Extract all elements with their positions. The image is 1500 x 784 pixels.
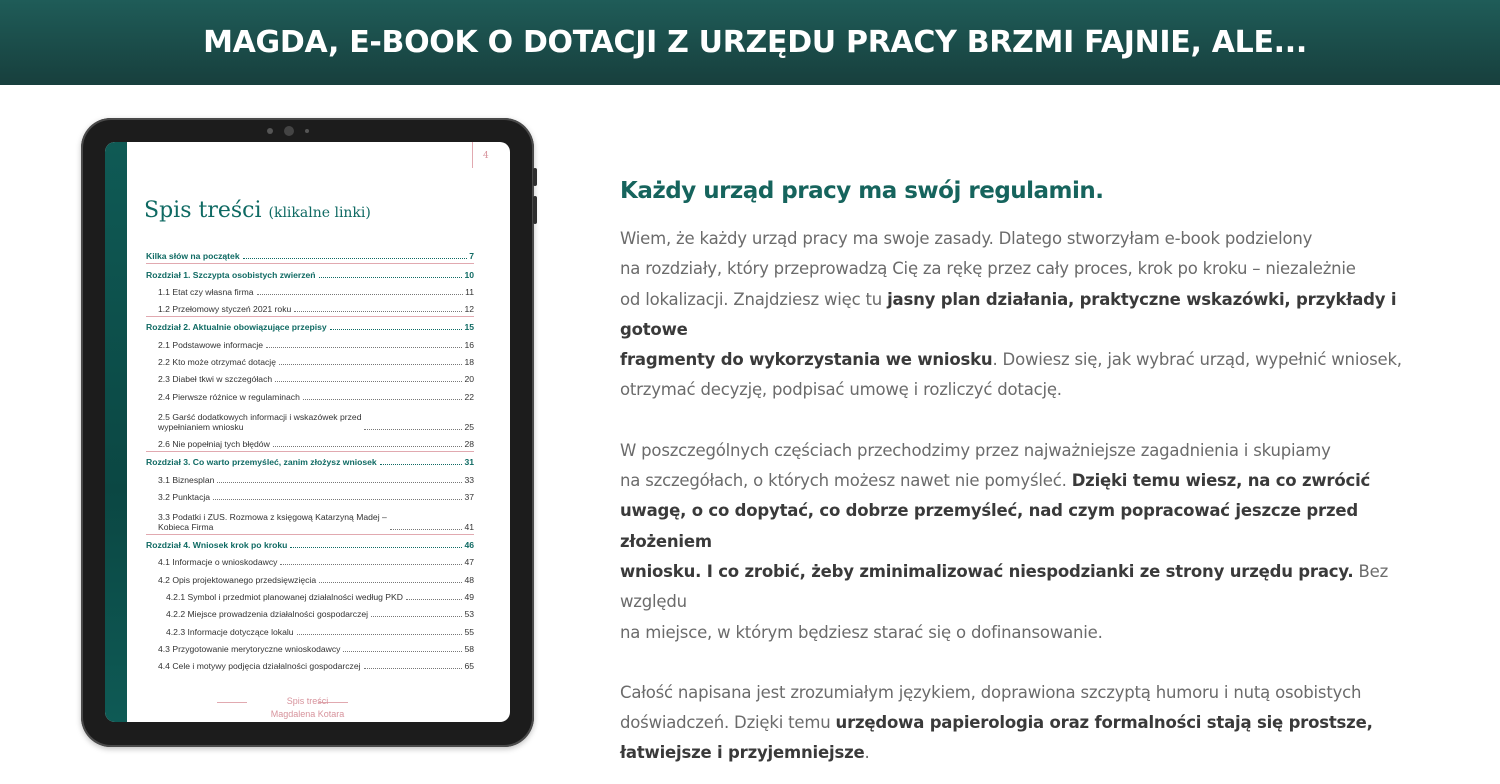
toc-leader-dots [257,294,464,295]
toc-leader-dots [406,599,463,600]
toc-item-page: 10 [464,269,474,280]
toc-item[interactable] [146,404,474,434]
toc-item[interactable] [146,369,474,386]
toc-item[interactable] [146,386,474,403]
paragraph-1 [620,224,1420,406]
toc-item[interactable] [146,656,474,673]
toc-leader-dots [290,547,462,548]
toc-item[interactable] [146,469,474,486]
toc-title [144,198,371,223]
toc-item-page: 22 [464,391,474,402]
toc-item-page: 46 [464,540,474,551]
toc-item-page: 31 [464,457,474,468]
toc-item[interactable] [146,452,474,469]
toc-item-label: 2.3 Diabeł tkwi w szczegółach [158,374,273,385]
body-text: Całość napisana jest zrozumiałym językiem, doprawiona szczyptą humoru i nutą osobistych doświadczeń. Dzięki temu [620,682,1362,733]
toc-item-page: 55 [464,626,474,637]
toc-item-page: 28 [464,438,474,449]
toc-item-label: 2.1 Podstawowe informacje [158,339,264,350]
toc-item-label: Rozdział 3. Co warto przemyśleć, zanim złożysz wniosek [146,457,377,468]
toc-leader-dots [273,446,463,447]
tablet-button-icon [533,168,537,186]
toc-leader-dots [294,311,462,312]
toc-item-page: 47 [464,557,474,568]
toc-item[interactable] [146,639,474,656]
toc-item[interactable] [146,334,474,351]
toc-item-page: 25 [464,421,474,432]
toc-item-page: 15 [464,322,474,333]
toc-item[interactable] [146,317,474,334]
toc-title-main: Spis treści [144,198,262,223]
banner-title: MAGDA, E-BOOK O DOTACJI Z URZĘDU PRACY BRZMI FAJNIE, ALE... [203,25,1307,60]
toc-item-label: 1.2 Przełomowy styczeń 2021 roku [158,304,292,315]
toc-leader-dots [364,429,462,430]
sensor-icon [267,128,273,134]
toc-leader-dots [319,277,463,278]
camera-bar [81,125,534,137]
toc-item-label: 1.1 Etat czy własna firma [158,286,254,297]
toc-item-label: 4.2.2 Miejsce prowadzenia działalności gospodarczej [166,609,369,620]
toc-item-label: 4.2 Opis projektowanego przedsięwzięcia [158,574,317,585]
toc-item-label: 2.4 Pierwsze różnice w regulaminach [158,391,300,402]
toc-item[interactable] [146,504,474,534]
toc-item-page: 65 [464,661,474,672]
paragraph-3 [620,678,1420,769]
toc-item[interactable] [146,552,474,569]
toc-item[interactable] [146,587,474,604]
toc-item[interactable] [146,246,474,263]
body-text: . Dowiesz się, jak wybrać urząd, wypełnić wniosek, otrzymać decyzję, podpisać umowę i rozliczyć dotację. [620,350,1402,400]
body-text: W poszczególnych częściach przechodzimy przez najważniejsze zagadnienia i skupiamy na szczegółach, o których możesz nawet nie pomyśleć. [620,440,1331,491]
toc-item[interactable] [146,434,474,451]
toc-leader-dots [319,582,462,583]
toc-item-label: 2.2 Kto może otrzymać dotację [158,357,276,368]
toc-item-page: 37 [464,491,474,502]
toc-leader-dots [343,651,462,652]
toc-item-page: 33 [464,474,474,485]
toc-item-label: Rozdział 1. Szczypta osobistych zwierzeń [146,269,316,280]
toc-leader-dots [279,364,462,365]
toc-item-label: 4.4 Cele i motywy podjęcia działalności gospodarczej [158,661,361,672]
toc-item-label: 4.2.3 Informacje dotyczące lokalu [166,626,294,637]
toc-leader-dots [213,499,462,500]
section-heading: Każdy urząd pracy ma swój regulamin. [620,178,1104,204]
toc-item[interactable] [146,535,474,552]
toc-item-label: Rozdział 2. Aktualnie obowiązujące przepisy [146,322,327,333]
bold-text: Dzięki temu wiesz, na co zwrócić uwagę, o co dopytać, co dobrze przemyśleć, nad czym popracować jeszcze przed złożeniem wniosku. I co zrobić, żeby zminimalizować niespodzianki ze strony urzędu pracy. [620,471,1371,581]
toc-item-page: 58 [464,643,474,654]
camera-icon [284,126,294,136]
toc-item[interactable] [146,569,474,586]
footer-title: Spis treści [286,696,329,706]
tablet-mockup [81,118,534,747]
paragraph-2 [620,436,1420,648]
toc-leader-dots [390,529,463,530]
toc-item-page: 16 [464,339,474,350]
page-number-line [472,142,473,168]
toc-item-page: 18 [464,357,474,368]
toc-item-page: 49 [464,592,474,603]
body-text: Wiem, że każdy urząd pracy ma swoje zasady. Dlatego stworzyłam e-book podzielony na rozdziały, który przeprowadzą Cię za rękę przez cały proces, krok po kroku – niezależnie od lokalizacji. Znajdziesz więc tu [620,229,1356,309]
toc-item-page: 41 [464,521,474,532]
page-decor-strip [105,142,127,722]
toc-item-label: Kilka słów na początek [146,251,240,262]
toc-leader-dots [303,399,463,400]
description-section [620,178,1420,784]
toc-item-label: 2.5 Garść dodatkowych informacji i wskazówek przed wypełnianiem wniosku [158,411,362,432]
toc-item-label: 4.3 Przygotowanie merytoryczne wnioskodawcy [158,643,341,654]
toc-item-label: 3.3 Podatki i ZUS. Rozmowa z księgową Katarzyną Madej – Kobieca Firma [158,511,387,532]
light-sensor-icon [305,129,309,133]
footer-author: Magdalena Kotara [270,709,345,719]
page-number: 4 [483,151,489,161]
top-banner [0,0,1500,85]
toc-leader-dots [217,482,462,483]
toc-title-sub: (klikalne linki) [268,205,371,221]
toc-item-page: 20 [464,374,474,385]
ebook-page [105,142,510,722]
table-of-contents [146,246,474,673]
toc-leader-dots [371,616,462,617]
body-text: Bez względu na miejsce, w którym będziesz starać się o dofinansowanie. [620,561,1389,642]
toc-leader-dots [266,347,462,348]
toc-item[interactable] [146,282,474,299]
toc-leader-dots [243,258,468,259]
toc-leader-dots [364,668,463,669]
toc-leader-dots [330,329,463,330]
toc-leader-dots [380,464,463,465]
toc-item[interactable] [146,264,474,281]
tablet-volume-icon [533,196,537,224]
bold-text: urzędowa papierologia oraz formalności stają się prostsze, łatwiejsze i przyjemniejsze [620,713,1373,763]
toc-item[interactable] [146,621,474,638]
toc-item-label: 4.2.1 Symbol i przedmiot planowanej działalności według PKD [166,592,403,603]
toc-item-page: 7 [469,251,474,262]
toc-item[interactable] [146,352,474,369]
toc-item-page: 12 [464,304,474,315]
toc-item-label: Rozdział 4. Wniosek krok po kroku [146,540,288,551]
toc-item-page: 53 [464,609,474,620]
toc-item-page: 11 [465,286,474,297]
toc-leader-dots [280,564,462,565]
toc-item-label: 3.1 Biznesplan [158,474,215,485]
body-text: . [864,743,870,763]
toc-item[interactable] [146,487,474,504]
bold-text: jasny plan działania, praktyczne wskazówki, przykłady i gotowe fragmenty do wykorzystania we wniosku [620,289,1397,370]
toc-item-label: 4.1 Informacje o wnioskodawcy [158,557,278,568]
toc-item-label: 3.2 Punktacja [158,491,211,502]
toc-leader-dots [297,634,463,635]
toc-leader-dots [275,381,462,382]
toc-item[interactable] [146,604,474,621]
toc-item-page: 48 [464,574,474,585]
toc-item-label: 2.6 Nie popełniaj tych błędów [158,438,270,449]
toc-item[interactable] [146,299,474,316]
